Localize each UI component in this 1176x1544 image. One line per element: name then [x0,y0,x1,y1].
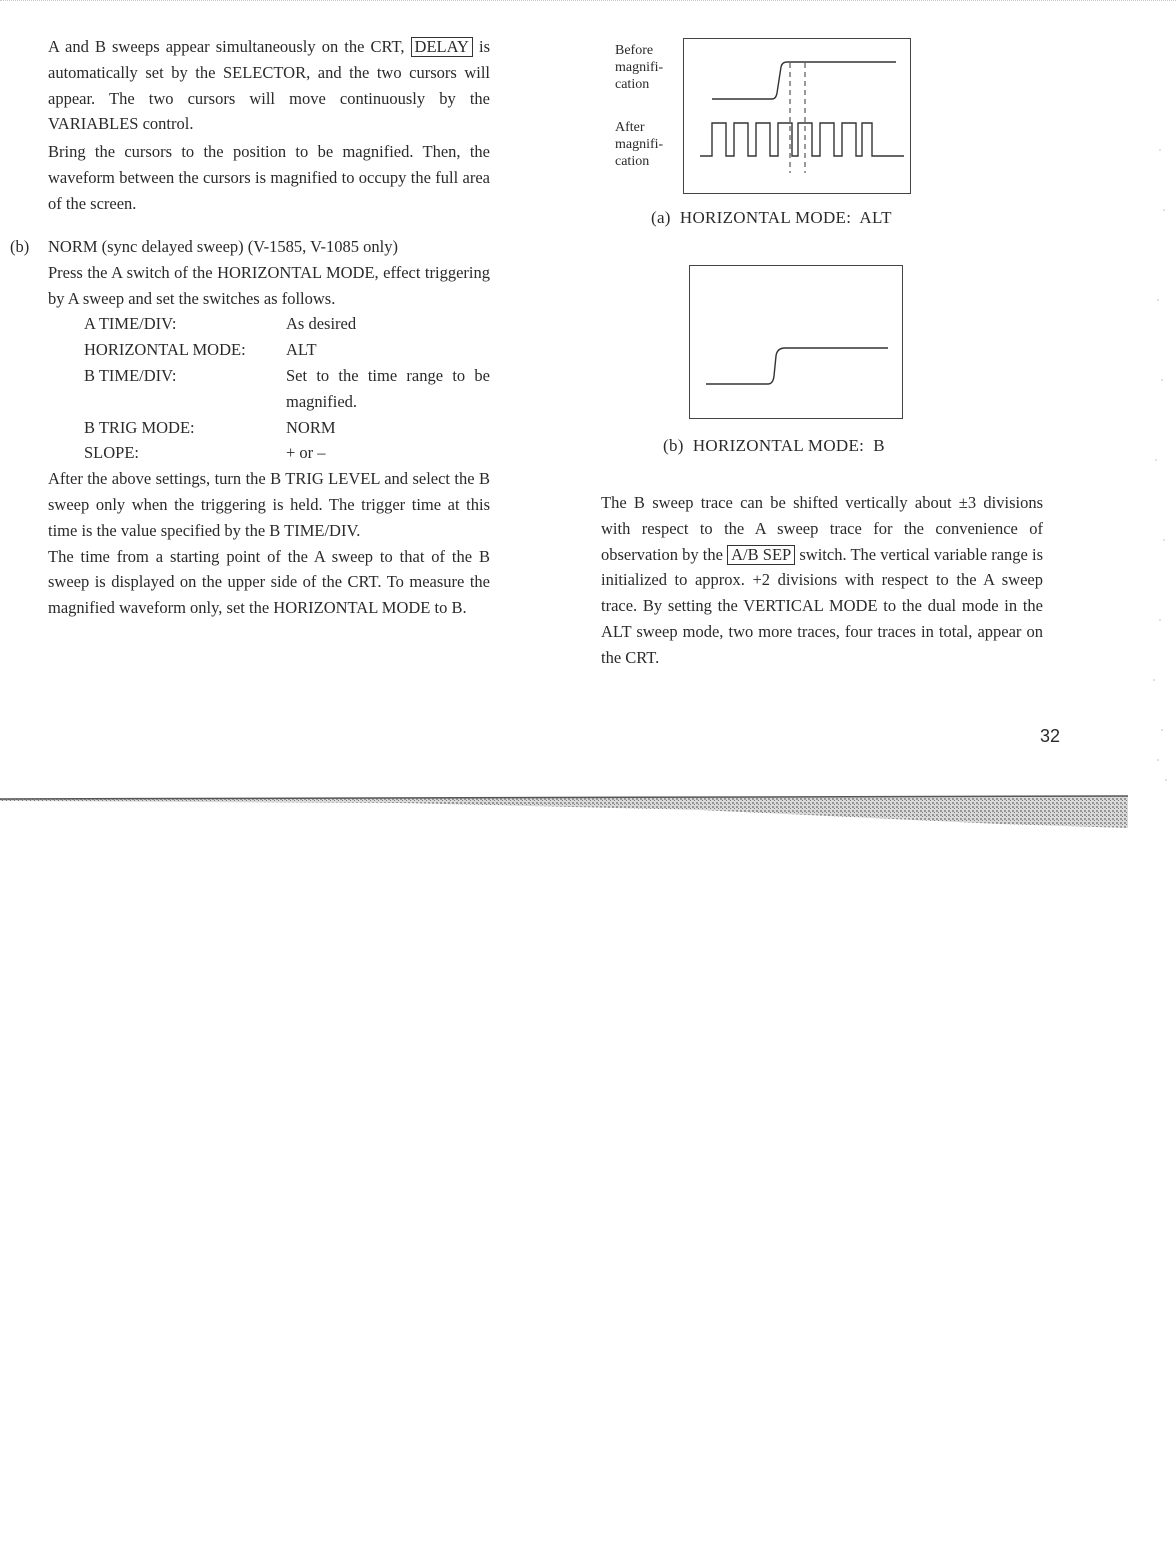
right-column [601,490,1043,671]
top-edge-dots [0,0,1176,4]
setting-key: SLOPE: [84,443,140,463]
setting-key: A TIME/DIV: [84,314,177,334]
label-after-line3: cation [615,154,650,169]
label-after-line1: After [615,120,645,135]
label-spacer [615,93,663,119]
section-b-label: (b) [10,237,30,256]
setting-value: Set to the time range to be magnified. [286,365,490,411]
waveform-a-svg [684,39,910,193]
settings-list [84,311,490,466]
figure-a-labels [615,42,663,170]
delay-key-box: DELAY [411,37,473,57]
section-b [10,234,490,621]
scan-edge-speckle [1140,120,1170,800]
section-b-intro: Press the A switch of the HORIZONTAL MODE, effect triggering by A sweep and set the switches as follows. [48,262,490,308]
setting-value: + or – [286,443,326,463]
right-p1-text-cont: switch. The vertical variable range is initialized to approx. +2 divisions with respect to the A sweep trace. By setting the VERTICAL MODE to the dual mode in the ALT sweep mode, two more traces, four traces in total, appear on the CRT. [601,544,1044,667]
waveform-b-svg [690,266,902,418]
label-before-line3: cation [615,77,650,92]
intro-p1-text-cont: is automatically set by the SELECTOR, and the two cursors will appear. The two cursors will move continuously by the VARIABLES control. [48,37,491,134]
after-settings-paragraph-1: After the above settings, turn the B TRIG LEVEL and select the B sweep only when the triggering is held. The trigger time at this time is the value specified by the B TIME/DIV. [48,469,490,540]
step-waveform-before [712,62,896,99]
setting-key: B TIME/DIV: [84,365,177,385]
setting-value: As desired [286,314,357,334]
setting-value: NORM [286,417,336,437]
left-column [48,34,490,217]
section-b-title: NORM (sync delayed sweep) (V-1585, V-1085 only) [48,237,398,256]
label-after-line2: magnifi- [615,137,664,152]
magnified-step-waveform [706,348,888,384]
ab-sep-key-box: A/B SEP [727,545,795,565]
setting-key: HORIZONTAL MODE: [84,340,246,360]
settings-row [84,440,490,466]
intro-paragraph-2: Bring the cursors to the position to be magnified. Then, the waveform between the cursors is magnified to occupy the full area of the screen. [48,142,490,213]
figure-a [612,38,912,196]
setting-value: ALT [286,340,317,360]
right-p1-text: The B sweep trace can be shifted vertically about ±3 divisions with respect to the A sweep trace for the convenience of observation by the [601,493,1043,564]
setting-key: B TRIG MODE: [84,417,195,437]
after-settings-paragraph-2: The time from a starting point of the A sweep to that of the B sweep is displayed on the upper side of the CRT. To measure the magnified waveform only, set the HORIZONTAL MODE to B. [48,546,490,618]
settings-row [84,337,490,363]
scan-shadow-band [0,794,1128,828]
label-before-line2: magnifi- [615,60,664,75]
settings-row [84,311,490,337]
right-paragraph [601,490,1043,671]
figure-a-caption: (a) HORIZONTAL MODE: ALT [651,208,892,227]
figure-b [689,265,905,421]
figure-b-caption: (b) HORIZONTAL MODE: B [663,436,885,455]
settings-row [84,363,490,415]
crt-screen-b [689,265,903,419]
page-number: 32 [1040,726,1061,746]
settings-row [84,415,490,441]
label-before-line1: Before [615,43,654,58]
crt-screen-a [683,38,911,194]
intro-paragraph-1 [48,34,490,137]
intro-p1-text: A and B sweeps appear simultaneously on the CRT, [48,37,405,56]
pulse-waveform-after [700,123,904,156]
